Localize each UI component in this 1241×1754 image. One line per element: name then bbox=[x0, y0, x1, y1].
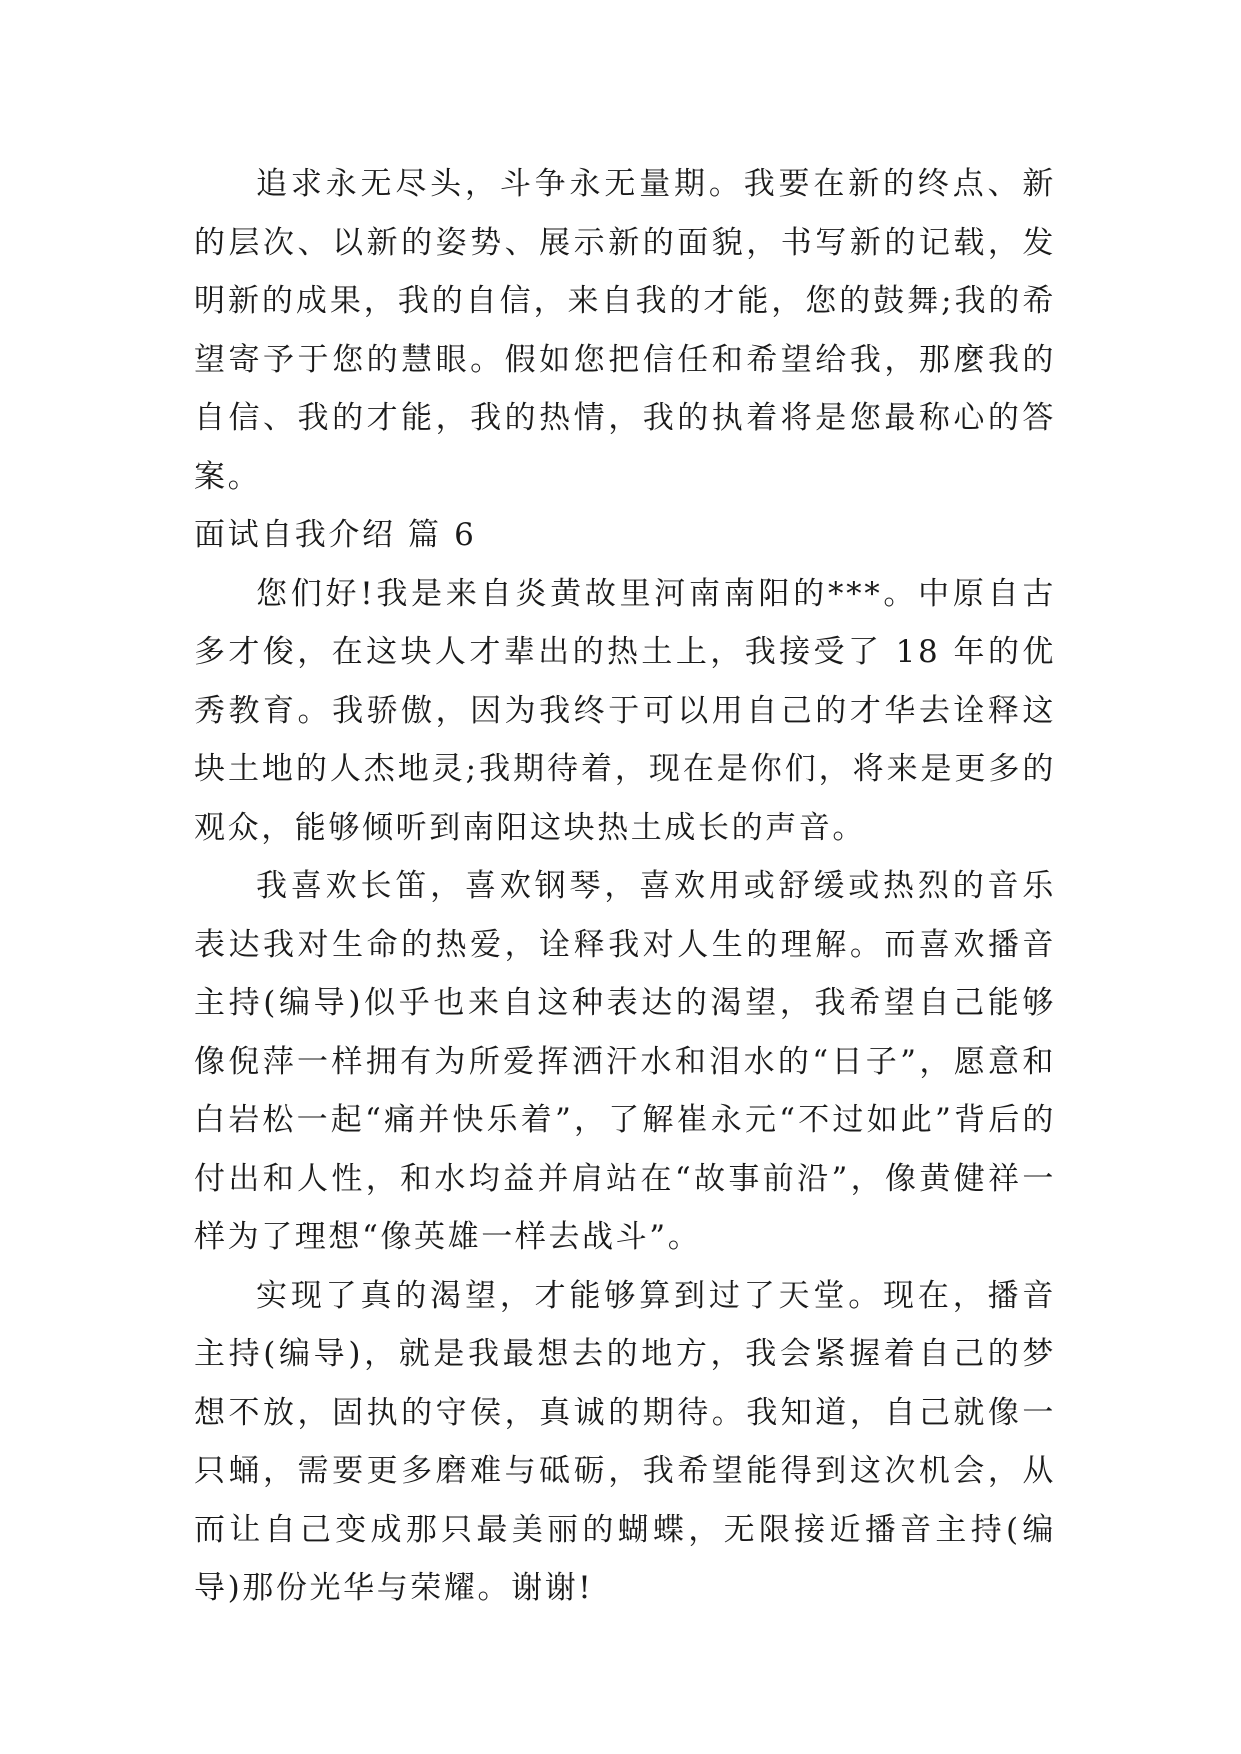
paragraph-1: 追求永无尽头，斗争永无量期。我要在新的终点、新的层次、以新的姿势、展示新的面貌，书写新的记载，发明新的成果，我的自信，来自我的才能，您的鼓舞;我的希望寄予于您的慧眼。假如您把信任和希望给我，那麼我的自信、我的才能，我的热情，我的执着将是您最称心的答案。 bbox=[194, 166, 1056, 495]
document-body bbox=[194, 155, 1056, 1618]
section-heading: 面试自我介绍 篇 6 bbox=[194, 517, 477, 553]
paragraph-3: 我喜欢长笛，喜欢钢琴，喜欢用或舒缓或热烈的音乐表达我对生命的热爱，诠释我对人生的理解。而喜欢播音主持(编导)似乎也来自这种表达的渴望，我希望自己能够像倪萍一样拥有为所爱挥洒汗水和泪水的“日子”，愿意和白岩松一起“痛并快乐着”，了解崔永元“不过如此”背后的付出和人性，和水均益并肩站在“故事前沿”，像黄健祥一样为了理想“像英雄一样去战斗”。 bbox=[194, 868, 1056, 1255]
paragraph-2: 您们好!我是来自炎黄故里河南南阳的***。中原自古多才俊，在这块人才辈出的热土上，我接受了 18 年的优秀教育。我骄傲，因为我终于可以用自己的才华去诠释这块土地的人杰地灵;我期待着，现在是你们，将来是更多的观众，能够倾听到南阳这块热土成长的声音。 bbox=[194, 575, 1056, 846]
paragraph-4: 实现了真的渴望，才能够算到过了天堂。现在，播音主持(编导)，就是我最想去的地方，我会紧握着自己的梦想不放，固执的守侯，真诚的期待。我知道，自己就像一只蛹，需要更多磨难与砥砺，我希望能得到这次机会，从而让自己变成那只最美丽的蝴蝶，无限接近播音主持(编导)那份光华与荣耀。谢谢! bbox=[194, 1277, 1056, 1606]
